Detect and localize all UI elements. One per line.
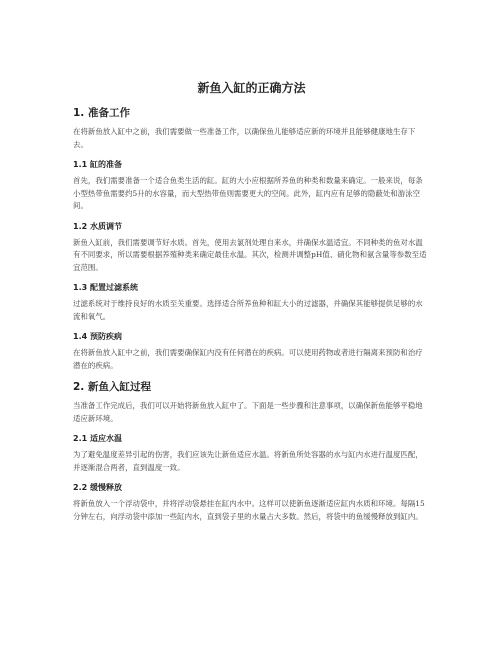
section-intro: 在将新鱼放入缸中之前，我们需要做一些准备工作，以确保鱼儿能够适应新的环境并且能够健康地生存下去。 — [73, 127, 416, 149]
subsection-body: 过滤系统对于维持良好的水质至关重要。选择适合所养鱼种和缸大小的过滤器，并确保其能够提供足够的水流和氧气。 — [73, 299, 423, 321]
subsection-heading: 1.4 预防疾病 — [73, 332, 122, 341]
section-heading: 2. 新鱼入缸过程 — [73, 381, 151, 393]
subsection-heading: 1.1 缸的准备 — [73, 160, 122, 169]
subsection-heading: 1.3 配置过滤系统 — [73, 283, 138, 292]
section-process — [73, 380, 430, 523]
section-intro: 当准备工作完成后，我们可以开始将新鱼放入缸中了。下面是一些步骤和注意事项，以确保新鱼能够平稳地适应新环境。 — [73, 401, 423, 423]
subsection-body: 为了避免温度差异引起的伤害，我们应该先让新鱼适应水温。将新鱼所处容器的水与缸内水进行温度匹配，并逐渐混合两者，直到温度一致。 — [73, 450, 423, 472]
document-title: 新鱼入缸的正确方法 — [197, 81, 306, 95]
subsection-body: 新鱼入缸前，我们需要调节好水质。首先，使用去氯剂处理自来水，并确保水温适宜。不同种类的鱼对水温有不同要求，所以需要根据养殖种类来确定最佳水温。其次，检测并调整pH值、硝化物和氨含量等参数至适宜范围。 — [73, 237, 427, 272]
section-heading: 1. 准备工作 — [73, 107, 130, 119]
subsection-heading: 2.2 缓慢释放 — [73, 483, 122, 492]
subsection-heading: 2.1 适应水温 — [73, 434, 122, 443]
subsection-body: 首先，我们需要准备一个适合鱼类生活的缸。缸的大小应根据所养鱼的种类和数量来确定。一般来说，每条小型热带鱼需要约5升的水容量，而大型热带鱼则需要更大的空间。此外，缸内应有足够的隐蔽处和游泳空间。 — [73, 176, 423, 210]
section-preparation — [73, 106, 430, 372]
subsection-body: 在将新鱼放入缸中之前，我们需要确保缸内没有任何潜在的疾病。可以使用药物或者进行隔离来预防和治疗潜在的疾病。 — [73, 348, 423, 370]
subsection-heading: 1.2 水质调节 — [73, 221, 122, 231]
subsection-body: 将新鱼放入一个浮动袋中，并将浮动袋悬挂在缸内水中。这样可以使新鱼逐渐适应缸内水质和环境。每隔15分钟左右，向浮动袋中添加一些缸内水，直到袋子里的水量占大多数。然后，将袋中的鱼缓慢释放到缸内。 — [73, 499, 425, 521]
